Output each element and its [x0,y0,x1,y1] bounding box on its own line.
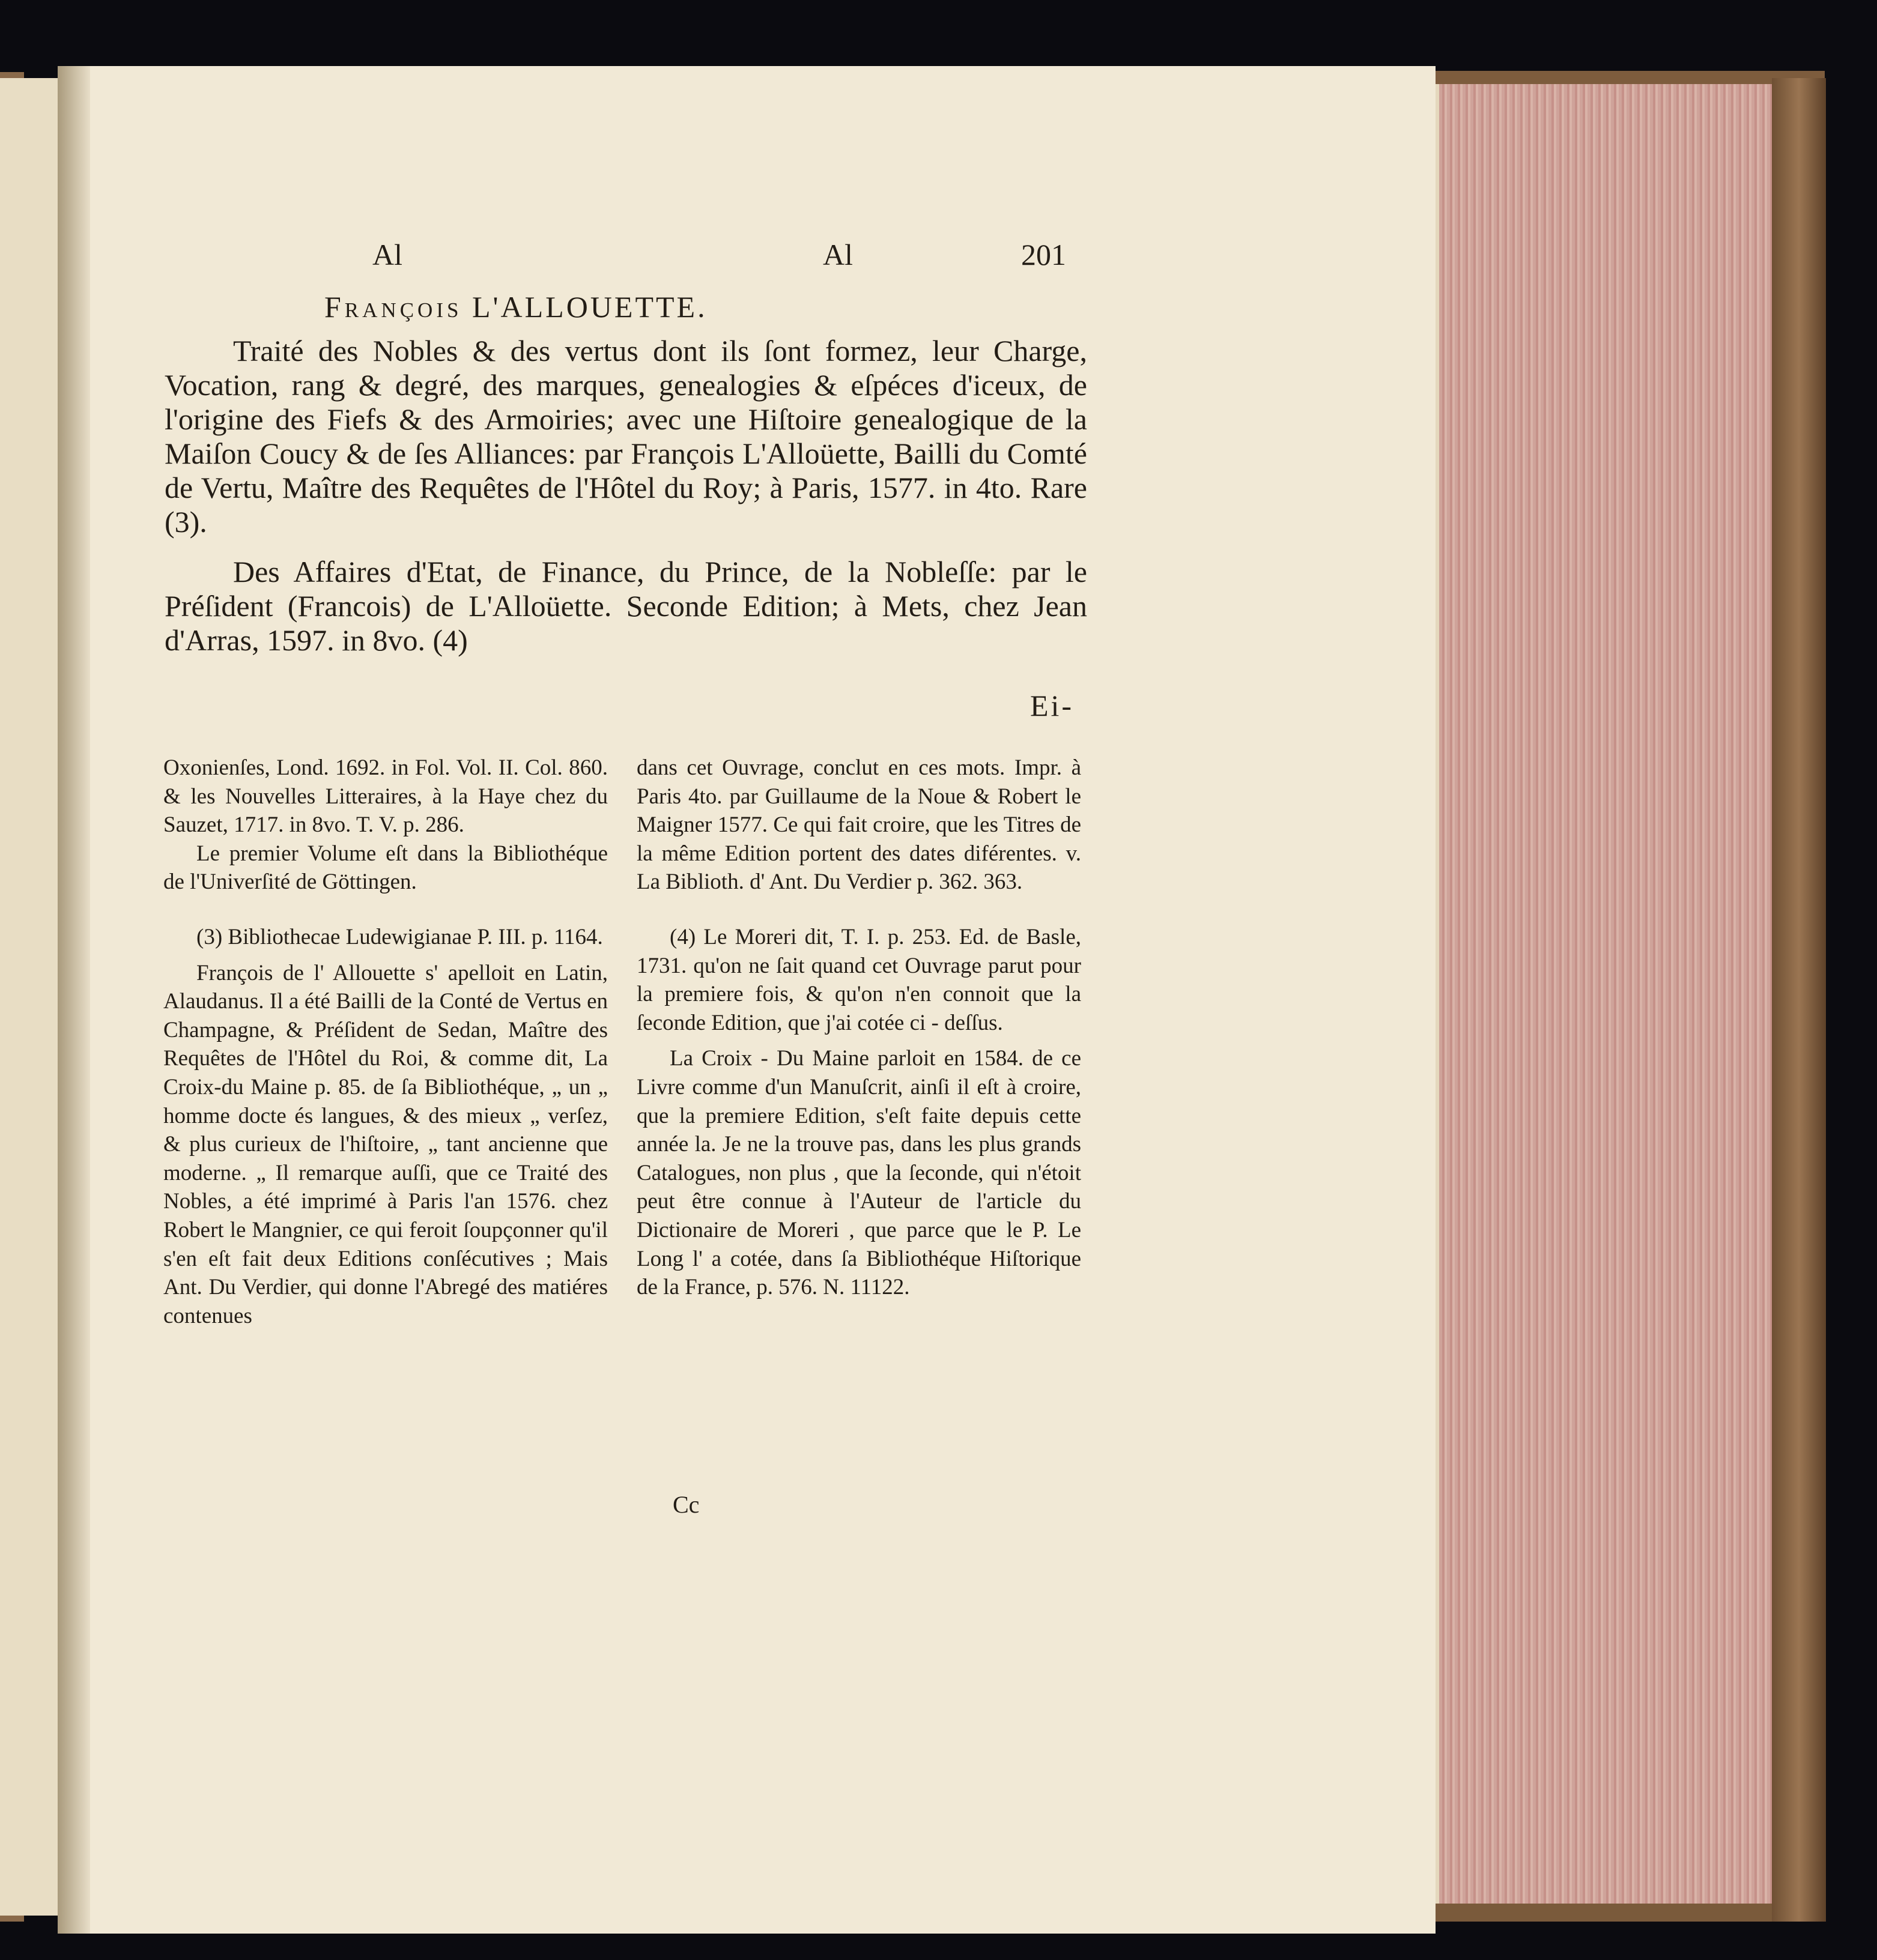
notes-left-column [163,754,608,1330]
catchword: Ei- [1030,689,1075,722]
footnote-3: (3) Bibliothecae Ludewigianae P. III. p. 1164. [196,924,603,949]
book-board [1772,78,1826,1922]
running-head-left: Al [372,238,402,271]
footnote-4: (4) Le Moreri dit, T. I. p. 253. Ed. de Basle, 1731. qu'on ne ſait quand cet Ouvrage parut pour la premiere fois, & qu'on n'en connoit que la ſeconde Edition, que j'ai cotée ci - deſſus. [637,924,1081,1035]
note-paragraph: François de l' Allouette s' apelloit en Latin, Alaudanus. Il a été Bailli de la Conté de Vertus en Champagne, & Préſident de Sedan, Maître des Requêtes de l'Hôtel du Roi, & comme dit, La Croix-du Maine p. 85. de ſa Bibliothéque, „ un „ homme docte és langues, & des mieux „ verſez, & plus curieux de l'hiſtoire, „ tant ancienne que moderne. „ Il remarque auſſi, que ce Traité des Nobles, a été imprimé à Paris l'an 1576. chez Robert le Mangnier, ce qui feroit ſoupçonner qu'il s'en eſt fait deux Editions conſécutives ; Mais Ant. Du Verdier, qui donne l'Abregé des matiéres contenues [163,960,608,1328]
note-continuation: dans cet Ouvrage, conclut en ces mots. Impr. à Paris 4to. par Guillaume de la Noue & Robert le Maigner 1577. Ce qui fait croire, que les Titres de la même Edition portent des dates diférentes. v. La Biblioth. d' Ant. Du Verdier p. 362. 363. [637,755,1081,895]
page-number: 201 [1021,238,1066,271]
notes-right-column [637,754,1081,1302]
note-paragraph: La Croix - Du Maine parloit en 1584. de ce Livre comme d'un Manuſcrit, ainſi il eſt à croire, que la premiere Edition, s'eſt faite depuis cette année la. Je ne la trouve pas, dans les plus grands Catalogues, non plus , que la ſeconde, qui n'étoit peut être connue à l'Auteur de l'article du Dictionaire de Moreri , que parce que le P. Le Long l' a cotée, dans ſa Bibliothéque Hiſtorique de la France, p. 576. N. 11122. [637,1046,1081,1300]
entry-paragraph-2: Des Affaires d'Etat, de Finance, du Prince, de la Nobleſſe: par le Préſident (Francois) de L'Alloüette. Seconde Edition; à Mets, chez Jean d'Arras, 1597. in 8vo. (4) [165,555,1087,657]
signature-mark: Cc [673,1491,700,1518]
entry-title [324,289,708,324]
entry-surname: L'ALLOUETTE. [472,290,708,324]
entry-paragraph-1: Traité des Nobles & des vertus dont ils ſont formez, leur Charge, Vocation, rang & degré, des marques, genealogies & eſpéces d'iceux, de l'origine des Fiefs & des Armoiries; avec une Hiſtoire genealogique de la Maiſon Coucy & de ſes Alliances: par François L'Alloüette, Bailli du Comté de Vertu, Maître des Requêtes de l'Hôtel du Roy; à Paris, 1577. in 4to. Rare (3). [165,334,1087,539]
gutter-shadow [58,66,94,1934]
running-head-middle: Al [823,238,853,271]
page-block-edge [1428,84,1794,1904]
note-paragraph: Le premier Volume eſt dans la Bibliothéque de l'Univerſité de Göttingen. [163,841,608,895]
entry-forename: François [324,290,462,324]
note-continuation: Oxonienſes, Lond. 1692. in Fol. Vol. II. Col. 860. & les Nouvelles Litteraires, à la Haye chez du Sauzet, 1717. in 8vo. T. V. p. 286. [163,755,608,838]
left-page-edge [0,78,59,1916]
